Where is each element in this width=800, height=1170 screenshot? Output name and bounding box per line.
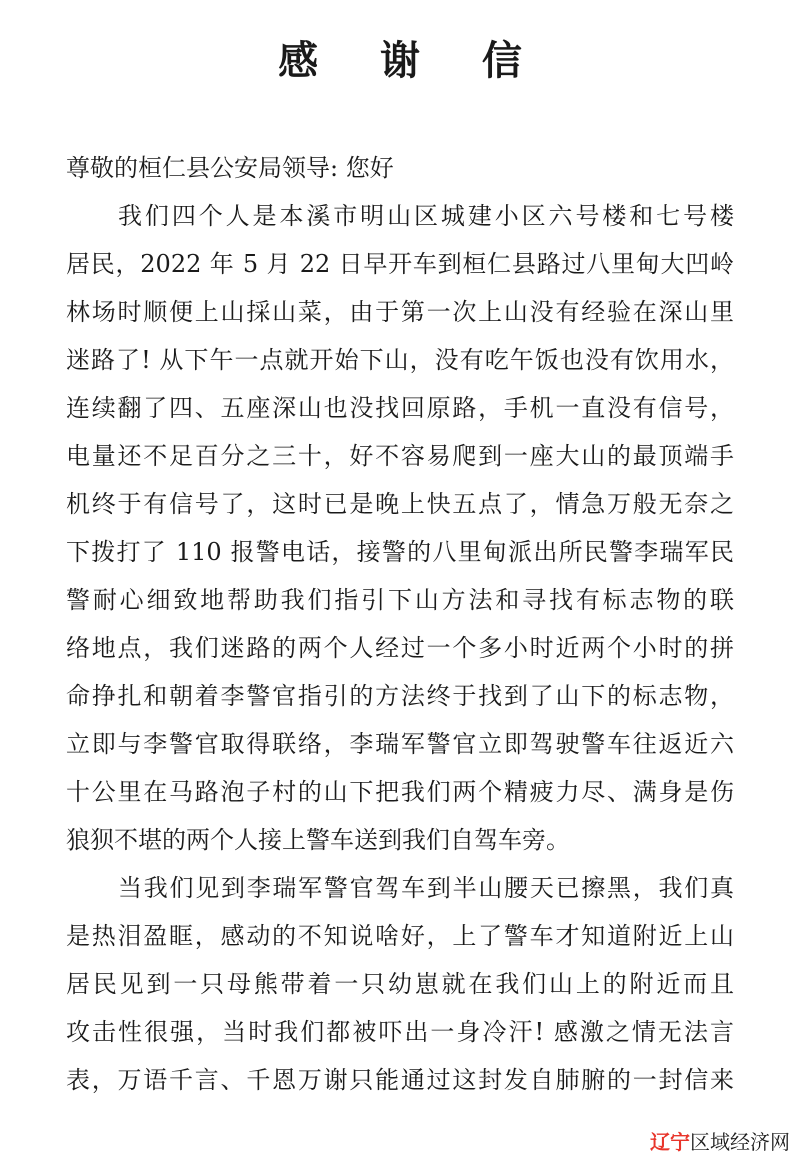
paragraph-line: 居民见到一只母熊带着一只幼崽就在我们山上的附近而且 — [66, 970, 734, 998]
paragraph-line: 是热泪盈眶，感动的不知说啥好，上了警车才知道附近上山 — [66, 922, 734, 950]
paragraph-line: 我们四个人是本溪市明山区城建小区六号楼和七号楼 — [118, 202, 734, 230]
paragraph-line: 连续翻了四、五座深山也没找回原路，手机一直没有信号， — [66, 394, 734, 422]
watermark-text: 区域经济网 — [690, 1130, 790, 1154]
paragraph-line: 机终于有信号了，这时已是晚上快五点了，情急万般无奈之 — [66, 490, 734, 518]
paragraph-line: 表，万语千言、千恩万谢只能通过这封发自肺腑的一封信来 — [66, 1066, 734, 1094]
paragraph-line: 林场时顺便上山採山菜，由于第一次上山没有经验在深山里 — [66, 298, 734, 326]
paragraph-line: 十公里在马路泡子村的山下把我们两个精疲力尽、满身是伤 — [66, 778, 734, 806]
site-watermark — [650, 1130, 790, 1154]
letter-body — [66, 144, 734, 1104]
paragraph-line: 电量还不足百分之三十，好不容易爬到一座大山的最顶端手 — [66, 442, 734, 470]
paragraph-line: 立即与李警官取得联络，李瑞军警官立即驾驶警车往返近六 — [66, 730, 734, 758]
paragraph-line: 警耐心细致地帮助我们指引下山方法和寻找有标志物的联 — [66, 586, 734, 614]
paragraph-line: 攻击性很强，当时我们都被吓出一身冷汗! 感激之情无法言 — [66, 1018, 734, 1046]
watermark-accent-text: 辽宁 — [650, 1130, 690, 1154]
salutation: 尊敬的桓仁县公安局领导: 您好 — [66, 154, 394, 182]
paragraph-2 — [66, 864, 734, 1104]
paragraph-line: 狼狈不堪的两个人接上警车送到我们自驾车旁。 — [66, 826, 570, 854]
paragraph-line: 命挣扎和朝着李警官指引的方法终于找到了山下的标志物， — [66, 682, 734, 710]
paragraph-1 — [66, 192, 734, 864]
letter-title: 感 谢 信 — [278, 37, 546, 84]
paragraph-line: 迷路了! 从下午一点就开始下山，没有吃午饭也没有饮用水， — [66, 346, 734, 374]
paragraph-line: 当我们见到李瑞军警官驾车到半山腰天已擦黑，我们真 — [118, 874, 734, 902]
paragraph-line: 下拨打了 110 报警电话，接警的八里甸派出所民警李瑞军民 — [66, 538, 734, 566]
paragraph-line: 络地点，我们迷路的两个人经过一个多小时近两个小时的拼 — [66, 634, 734, 662]
paragraph-line: 居民，2022 年 5 月 22 日早开车到桓仁县路过八里甸大凹岭 — [66, 250, 734, 278]
